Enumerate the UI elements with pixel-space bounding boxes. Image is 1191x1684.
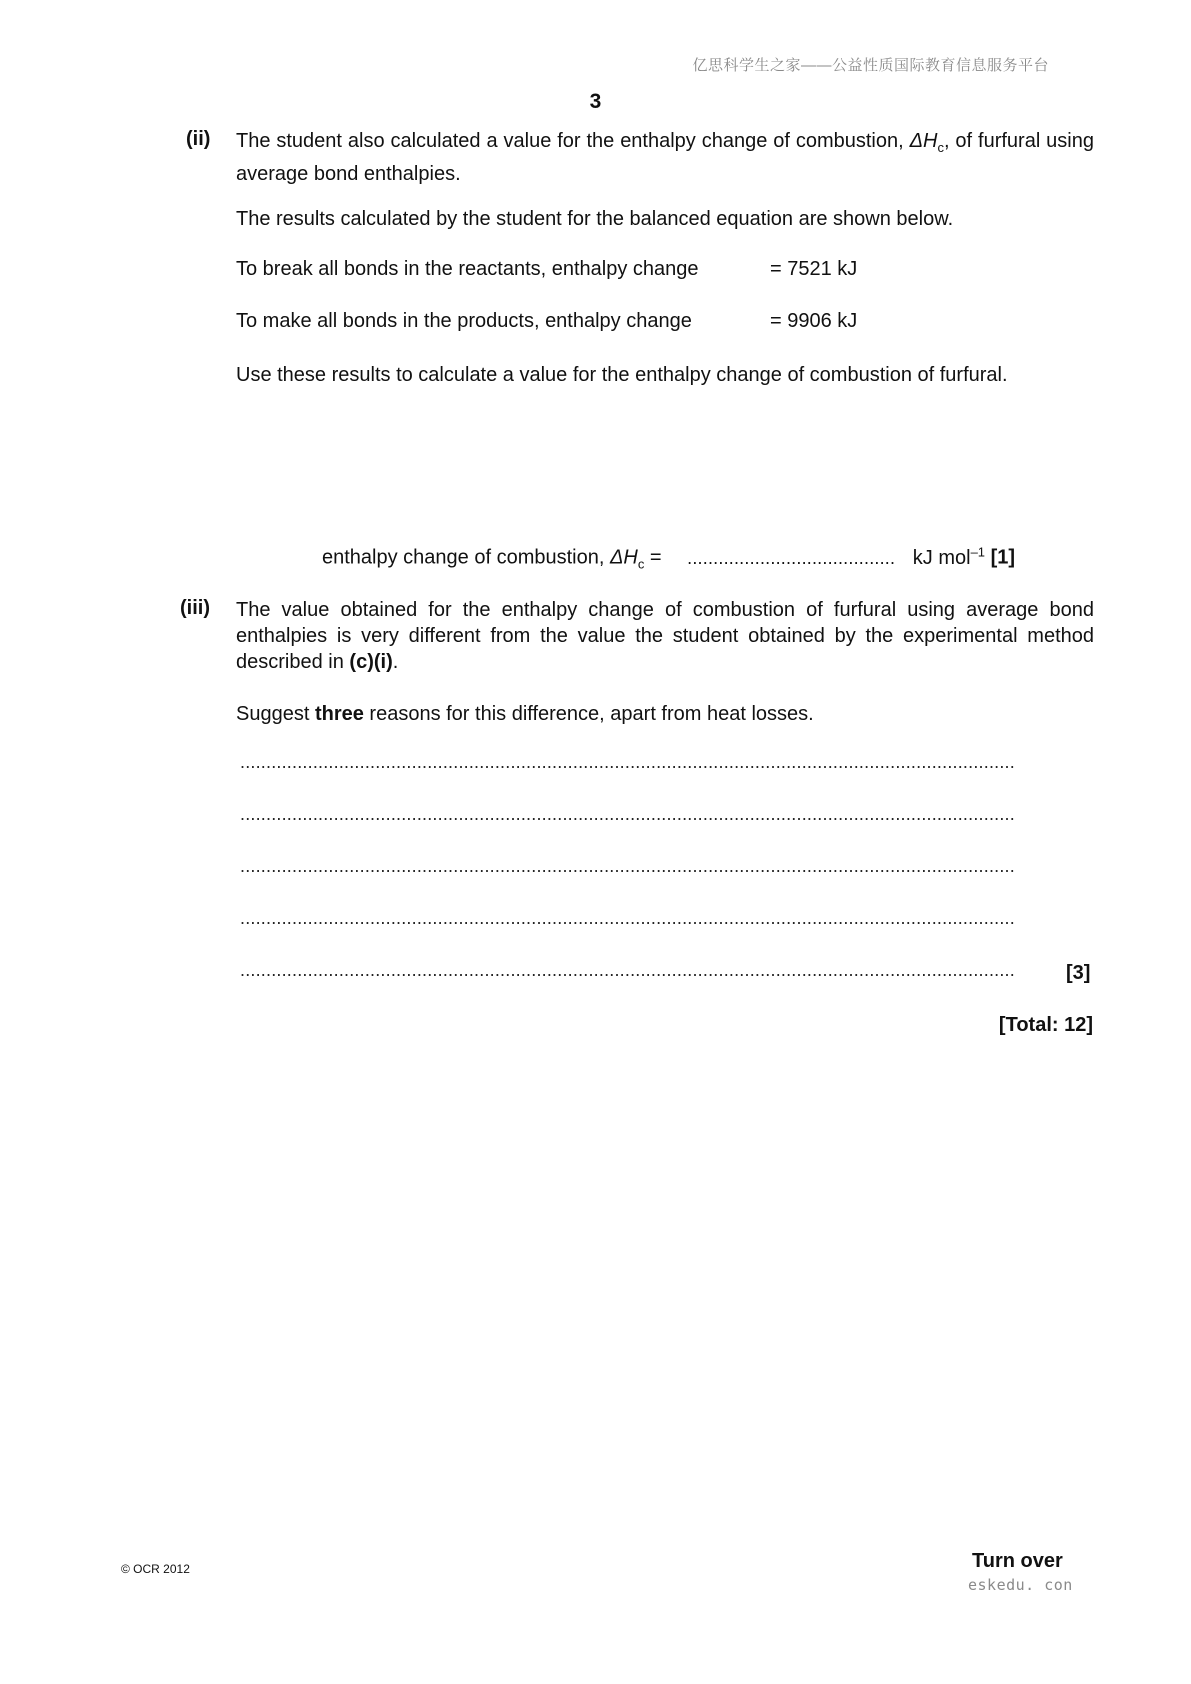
part-iii-end: . [392,651,399,673]
answer-prefix: enthalpy change of combustion, [322,546,610,569]
make-bonds-label: To make all bonds in the products, enthalpy change [236,310,692,332]
unit-text: kJ mol [912,546,971,569]
results-text: The results calculated by the student for the balanced equation are shown below. [236,208,954,230]
answer-equals: = [644,546,662,569]
copyright: © OCR 2012 [121,1562,190,1576]
answer-line-5[interactable]: ..................................................................................................................................................... [240,960,1015,980]
part-iii-ref: (c)(i) [349,651,393,673]
make-bonds-row [236,310,858,333]
answer-subscript: c [637,556,645,572]
break-bonds-label: To break all bonds in the reactants, enthalpy change [236,258,699,280]
answer-line-1[interactable]: ..................................................................................................................................................... [240,752,1015,772]
instruction-text: Use these results to calculate a value for the enthalpy change of combustion of furfural. [236,364,1008,386]
answer-line-ii [322,544,1015,572]
part-ii-intro [236,128,1094,187]
suggest-post: reasons for this difference, apart from heat losses. [363,703,814,725]
mark-1: [1] [990,546,1016,569]
question-label-ii: (ii) [186,128,211,150]
question-label-iii: (iii) [180,597,210,619]
site-watermark: eskedu. con [968,1576,1073,1594]
delta-h-subscript: c [937,140,944,155]
answer-line-4[interactable]: ..................................................................................................................................................... [240,908,1015,928]
suggest-text [236,701,1094,727]
make-bonds-value: = 9906 kJ [770,310,858,332]
mark-3: [3] [1066,962,1091,984]
unit-superscript: –1 [970,544,986,559]
watermark-header: 亿思科学生之家——公益性质国际教育信息服务平台 [692,57,1049,74]
break-bonds-value: = 7521 kJ [770,258,858,280]
break-bonds-row [236,258,858,281]
answer-field-ii[interactable]: ........................................ [687,547,896,568]
intro-tail: , of furfural using average bond enthalpies. [236,130,1094,185]
suggest-bold: three [314,703,364,725]
answer-line-2[interactable]: ..................................................................................................................................................... [240,804,1015,824]
answer-line-3[interactable]: ..................................................................................................................................................... [240,856,1015,876]
part-iii-body: The value obtained for the enthalpy change of combustion of furfural using average bond enthalpies is very different from the value the student obtained by the experimental method described in [236,599,1094,673]
total-marks: [Total: 12] [998,1014,1093,1036]
intro-text: The student also calculated a value for the enthalpy change of combustion, [236,130,910,152]
answer-unit [912,544,986,569]
part-iii-text [236,597,1094,675]
delta-h-symbol: ΔH [909,130,938,152]
answer-delta-h: ΔH [609,546,638,569]
suggest-pre: Suggest [236,703,315,725]
page-number: 3 [589,90,602,113]
turn-over: Turn over [972,1550,1063,1572]
